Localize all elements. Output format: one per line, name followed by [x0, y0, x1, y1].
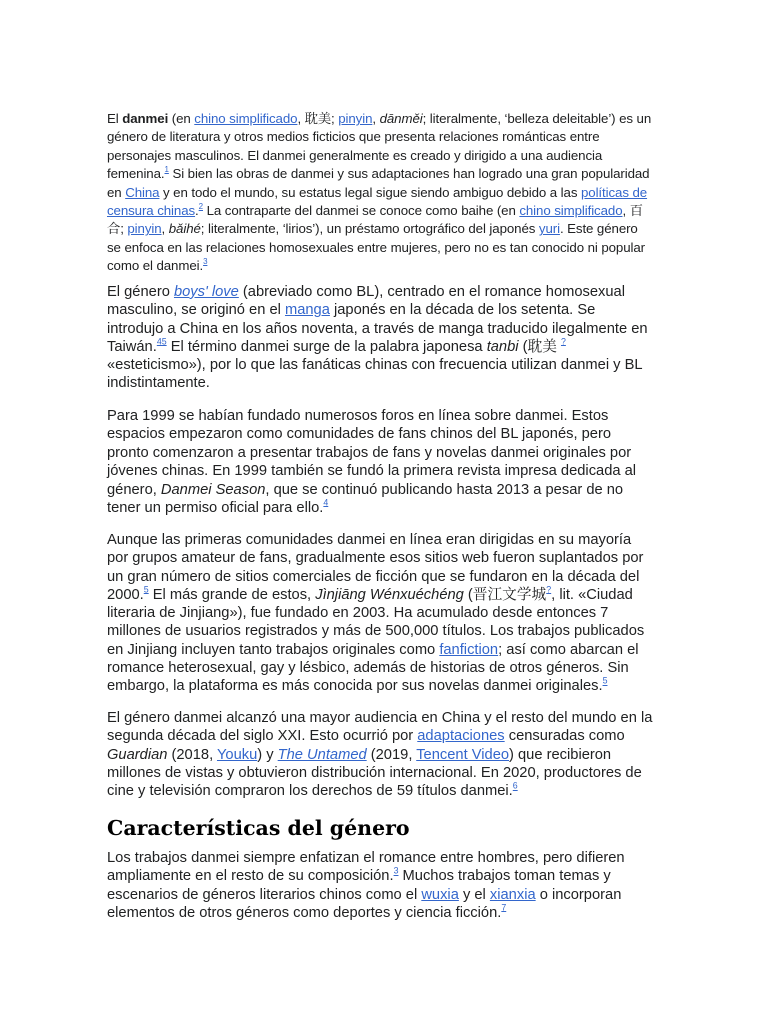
text: , 耽美; [297, 111, 339, 126]
term-tanbi: tanbi [486, 338, 519, 355]
footnote-link[interactable]: 2 [198, 202, 203, 212]
text: ; literalmente, ‘belleza deleitable’) es un género de literatura y otros medios ficticios que presenta relaciones románticas entre personajes masculinos. El danmei generalmente es creado y dirigido a una audiencia femenina. [107, 111, 652, 182]
text: ; así como abarcan el romance heterosexual, gay y lésbico, además de historias de otros géneros. Sin embargo, la plataforma es más conocida por sus novelas danmei originales. [107, 641, 639, 695]
text: Aunque las primeras comunidades danmei en línea eran dirigidas en su mayoría por grupos amateur de fans, gradualmente esos sitios web fueron suplantados por un gran número de sitios comerciales de ficción que se fundaron en la década del 2000. [107, 532, 644, 603]
forums-paragraph [107, 407, 655, 517]
commercial-sites-paragraph [107, 531, 655, 696]
link-chino-simplificado[interactable]: chino simplificado [194, 111, 298, 126]
term-jinjiang: Jìnjiāng Wénxuéchéng [315, 586, 464, 603]
footnote-link[interactable]: 6 [512, 780, 518, 791]
text: (2019, [366, 746, 417, 763]
text: (abreviado como BL), centrado en el romance homosexual masculino, se originó en el [107, 284, 625, 319]
footnote-link[interactable]: 1 [164, 165, 169, 175]
text: ) y [257, 746, 278, 763]
title-guardian: Guardian [107, 746, 168, 763]
title-danmei-season: Danmei Season [160, 481, 266, 498]
link-the-untamed[interactable]: The Untamed [277, 746, 367, 763]
footnote-link[interactable]: 3 [203, 257, 208, 267]
section-heading: Características del género [107, 816, 410, 840]
footnote-link[interactable]: 5 [602, 675, 608, 686]
text: censuradas como [504, 728, 625, 745]
text: El género [107, 284, 174, 300]
footnote-link[interactable]: 5 [143, 584, 149, 595]
text: El [107, 111, 123, 126]
footnote-link[interactable]: 7 [501, 902, 507, 913]
footnote-ref[interactable] [513, 781, 518, 791]
link-manga[interactable]: manga [284, 302, 330, 319]
footnote-ref[interactable] [603, 676, 608, 686]
footnote-ref[interactable] [323, 497, 328, 507]
text: La contraparte del danmei se conoce como baihe (en [203, 203, 520, 219]
footnote-ref[interactable] [157, 336, 167, 346]
term-danmei: danmei [122, 111, 169, 126]
footnote-link[interactable]: 45 [156, 336, 167, 347]
text: Muchos trabajos toman temas y escenarios de géneros literarios chinos como el [107, 868, 611, 903]
footnote-link[interactable]: 3 [393, 865, 399, 876]
link-youku[interactable]: Youku [216, 746, 258, 763]
text: El más grande de estos, [148, 586, 316, 603]
link-pinyin-2[interactable]: pinyin [127, 221, 162, 237]
help-link[interactable]: ? [546, 584, 552, 595]
link-yuri[interactable]: yuri [538, 221, 560, 237]
text: y el [458, 886, 490, 903]
link-pinyin[interactable]: pinyin [338, 111, 373, 126]
text: (en [168, 111, 195, 126]
text: ; literalmente, ‘lirios’), un préstamo ortográfico del japonés [200, 221, 539, 237]
text: . Este género se enfoca en las relaciones homosexuales entre mujeres, pero no es tan conocido ni popular como el danmei. [107, 221, 645, 274]
text: ) que recibieron millones de vistas y obtuvieron distribución internacional. En 2020, productores de cine y televisión compraron los derechos de 59 títulos danmei. [107, 746, 642, 800]
text: El género danmei alcanzó una mayor audiencia en China y el resto del mundo en la segunda década del siglo XXI. Esto ocurrió por [107, 710, 653, 745]
intro-paragraph [107, 110, 655, 276]
text: , lit. «Ciudad literaria de Jinjiang»), fue fundado en 2003. Ha acumulado desde entonces 7 millones de usuarios registrados y más de 500,000 títulos. Los trabajos publicados en Jinjiang incluyen tanto trabajos originales como [107, 586, 645, 658]
text: El término danmei surge de la palabra japonesa [166, 338, 487, 355]
link-politicas-censura[interactable]: políticas de censura chinas [107, 184, 648, 219]
text: (2018, [167, 746, 217, 763]
text: y en todo el mundo, su estatus legal sigue siendo ambiguo debido a las [159, 184, 581, 200]
text: Los trabajos danmei siempre enfatizan el romance entre hombres, pero difieren ampliamente en el resto de su composición. [107, 850, 625, 885]
pinyin-baihe: bǎihé [168, 221, 201, 237]
text: , [372, 111, 380, 126]
link-wuxia[interactable]: wuxia [421, 886, 459, 903]
footnote-ref[interactable] [501, 902, 506, 912]
characteristics-paragraph [107, 849, 655, 922]
text: Para 1999 se habían fundado numerosos foros en línea sobre danmei. Estos espacios empezaron como comunidades de fans chinos del BL japonés, pero pronto comenzaron a presentar trabajos de fans y novelas danmei originales por jóvenes chinas. En 1999 también se fundó la primera revista impresa dedicada al género, [107, 408, 637, 498]
link-xianxia[interactable]: xianxia [489, 886, 536, 903]
text: , [161, 221, 169, 237]
help-link[interactable]: ? [560, 336, 566, 347]
audience-paragraph [107, 709, 655, 800]
text: o incorporan elementos de otros géneros como deportes y ciencia ficción. [107, 886, 622, 921]
help-marker[interactable] [561, 336, 566, 346]
link-fanfiction[interactable]: fanfiction [439, 641, 499, 658]
link-china[interactable]: China [125, 184, 160, 200]
text: , que se continuó publicando hasta 2013 a pesar de no tener un permiso oficial para ello. [107, 481, 624, 517]
link-boys-love[interactable]: boys' love [173, 284, 239, 300]
link-chino-simplificado-2[interactable]: chino simplificado [519, 203, 623, 219]
text: (晋江文学城 [463, 586, 547, 603]
link-adaptaciones[interactable]: adaptaciones [417, 728, 505, 745]
text: japonés en la década de los setenta. Se introdujo a China en los años noventa, a través de manga traducido ilegalmente en Taiwán. [107, 302, 648, 355]
footnote-ref[interactable] [203, 257, 207, 266]
text: , 百合; [107, 203, 643, 237]
text: «esteticismo»), por lo que las fanáticas chinas con frecuencia utilizan danmei y BL indistintamente. [107, 357, 643, 392]
origins-paragraph [107, 283, 655, 393]
link-tencent-video[interactable]: Tencent Video [416, 746, 510, 763]
footnote-link[interactable]: 4 [323, 497, 329, 508]
pinyin-danmei: dānměi [379, 111, 423, 126]
text: (耽美 [518, 338, 561, 355]
text: Si bien las obras de danmei y sus adaptaciones han logrado una gran popularidad en [107, 166, 650, 200]
text: . [195, 203, 199, 219]
